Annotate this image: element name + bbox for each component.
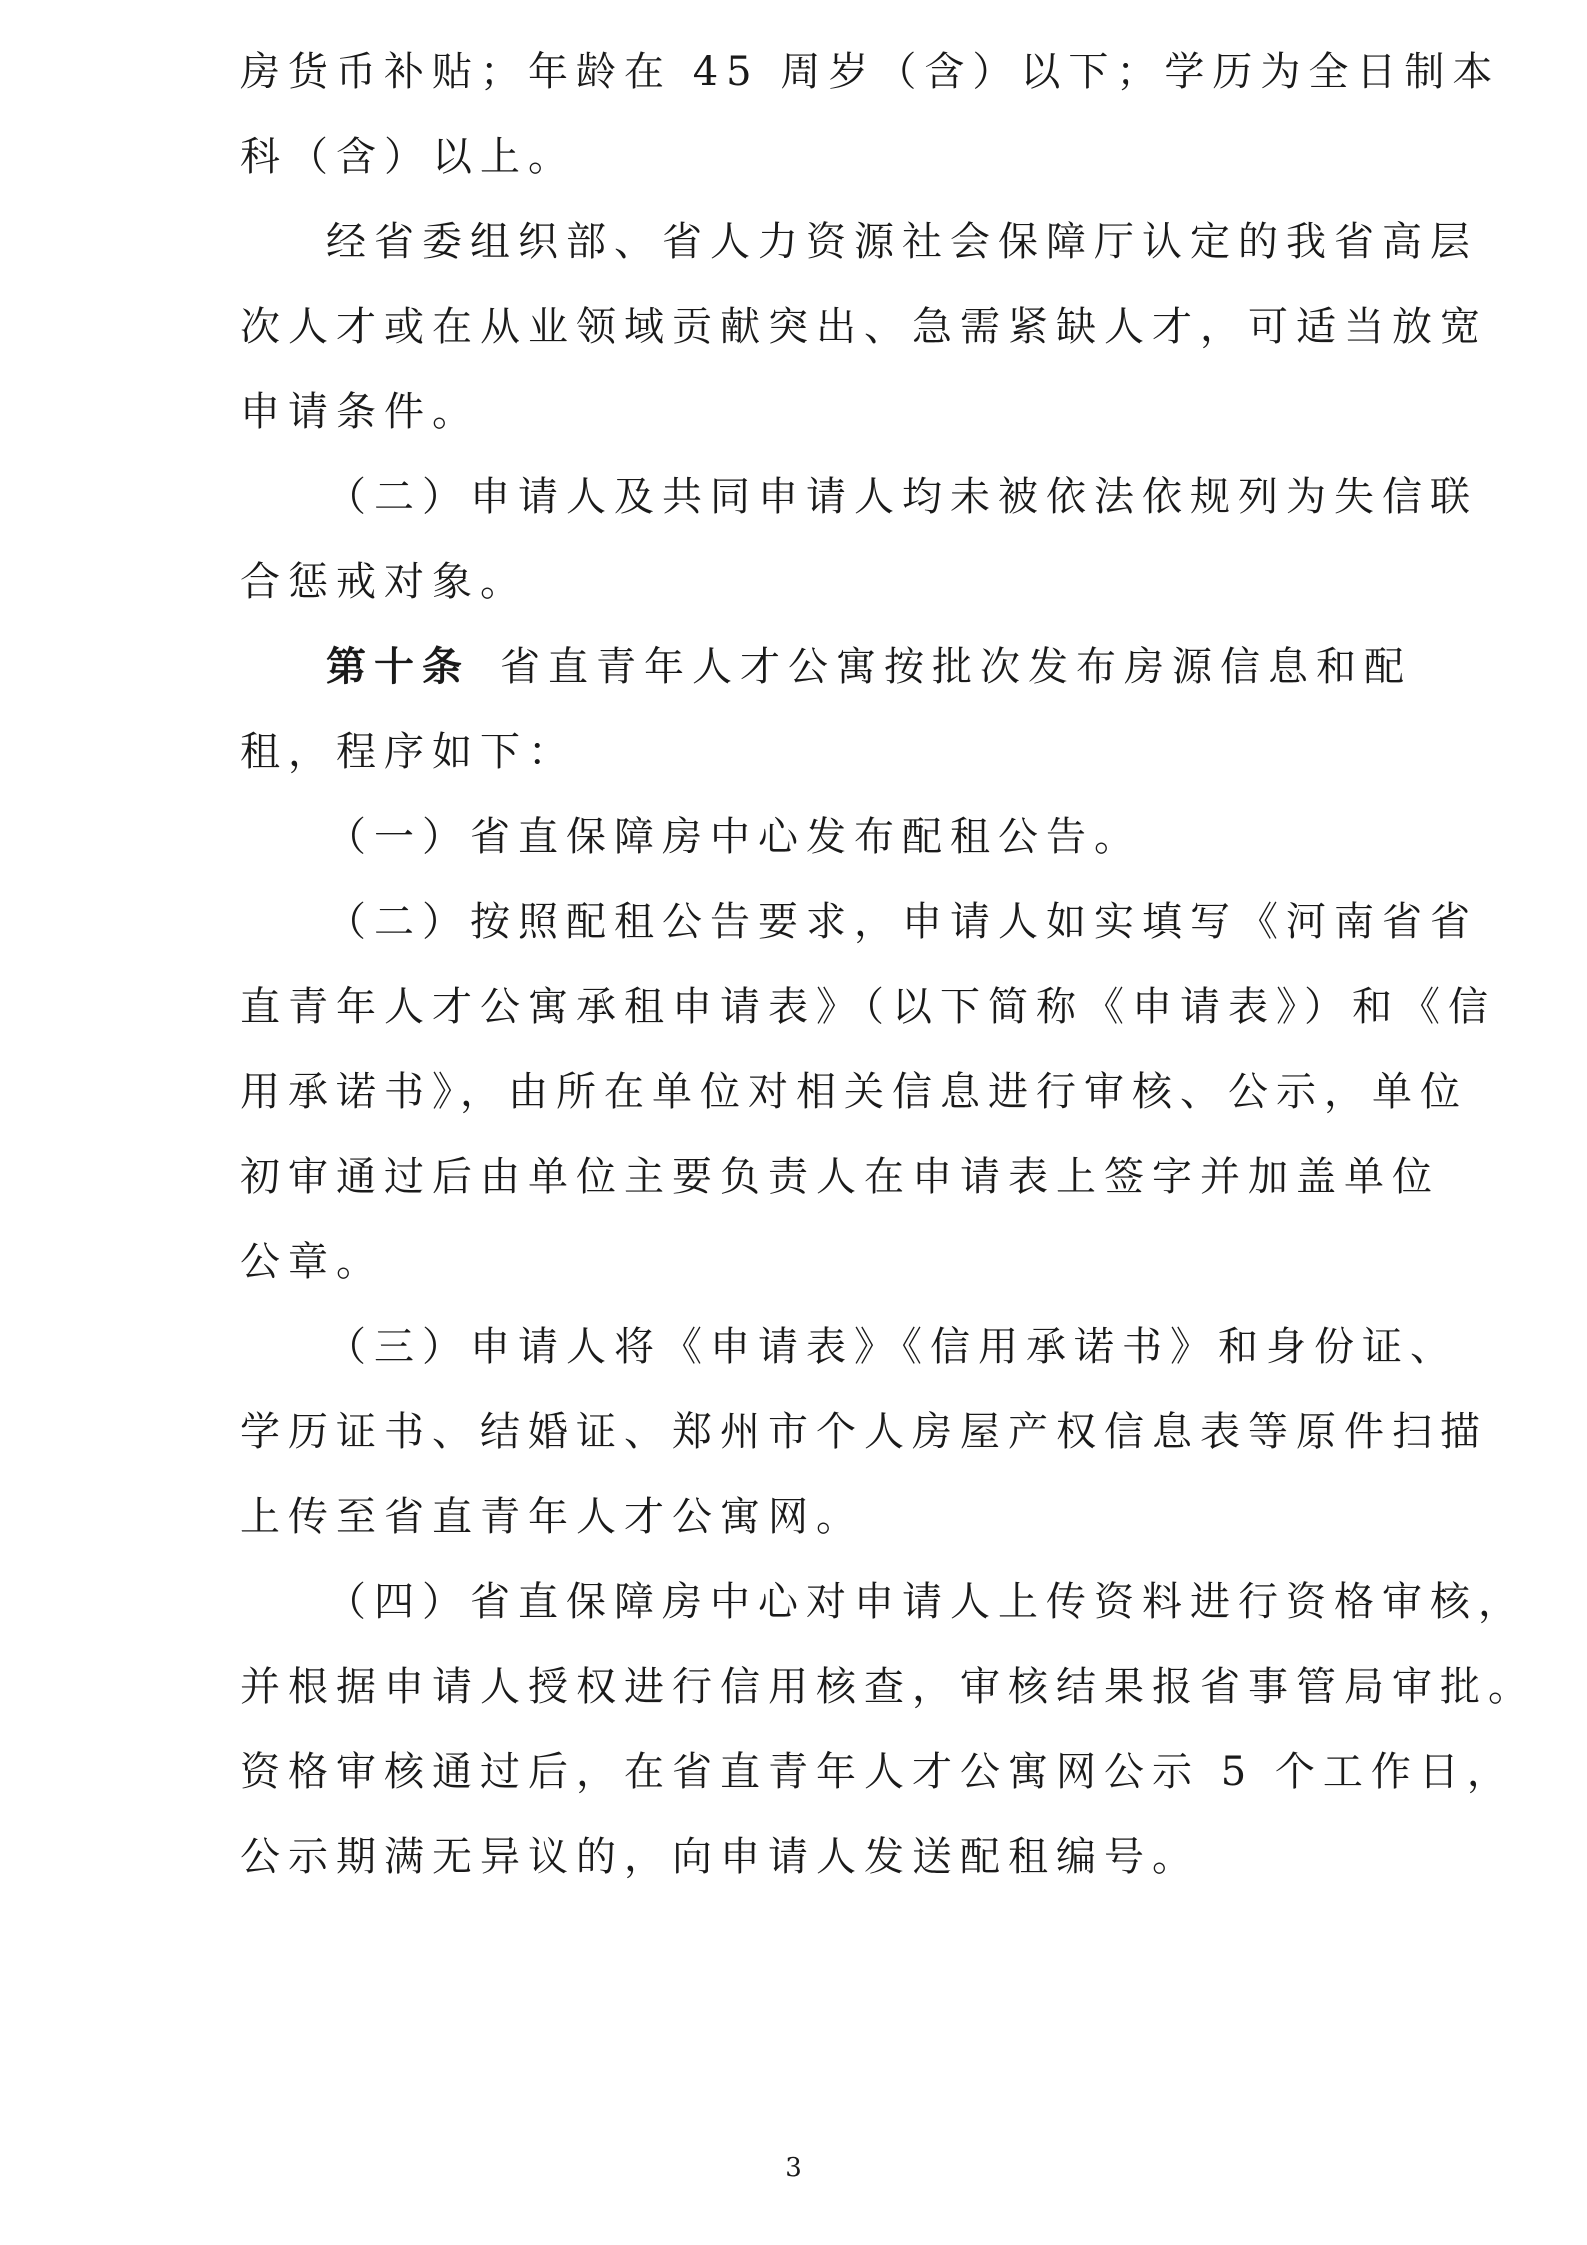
paragraph-line: （三）申请人将《申请表》《信用承诺书》和身份证、 <box>326 1324 1458 1370</box>
article-heading: 第十条 <box>326 643 470 690</box>
paragraph-line: 用承诺书》，由所在单位对相关信息进行审核、公示，单位 <box>240 1069 1468 1115</box>
paragraph-line: 次人才或在从业领域贡献突出、急需紧缺人才，可适当放宽 <box>240 304 1488 350</box>
paragraph-line: （一）省直保障房中心发布配租公告。 <box>326 814 1142 860</box>
paragraph-line: （二）按照配租公告要求，申请人如实填写《河南省省 <box>326 899 1478 945</box>
paragraph-line: 并根据申请人授权进行信用核查，审核结果报省事管局审批。 <box>240 1664 1536 1710</box>
paragraph-line: 省直青年人才公寓按批次发布房源信息和配 <box>500 644 1412 690</box>
paragraph-line: 科（含）以上。 <box>240 134 576 180</box>
paragraph-line: 初审通过后由单位主要负责人在申请表上签字并加盖单位 <box>240 1154 1440 1200</box>
paragraph-line: 学历证书、结婚证、郑州市个人房屋产权信息表等原件扫描 <box>240 1409 1488 1455</box>
paragraph-line: 上传至省直青年人才公寓网。 <box>240 1494 864 1540</box>
paragraph-line: （四）省直保障房中心对申请人上传资料进行资格审核， <box>326 1579 1526 1625</box>
paragraph-line: 经省委组织部、省人力资源社会保障厅认定的我省高层 <box>326 219 1478 265</box>
paragraph-line: 合惩戒对象。 <box>240 559 528 605</box>
paragraph-line: 申请条件。 <box>240 389 480 435</box>
paragraph-line: （二）申请人及共同申请人均未被依法依规列为失信联 <box>326 474 1478 520</box>
paragraph-line: 直青年人才公寓承租申请表》（以下简称《申请表》）和《信 <box>240 984 1496 1030</box>
paragraph-line: 房货币补贴；年龄在 45 周岁（含）以下；学历为全日制本 <box>240 49 1501 95</box>
page-number: 3 <box>785 2153 802 2183</box>
paragraph-line: 公示期满无异议的，向申请人发送配租编号。 <box>240 1834 1200 1880</box>
paragraph-line: 资格审核通过后，在省直青年人才公寓网公示 5 个工作日， <box>240 1749 1515 1795</box>
paragraph-line: 公章。 <box>240 1239 384 1285</box>
paragraph-line: 租，程序如下： <box>240 729 576 775</box>
